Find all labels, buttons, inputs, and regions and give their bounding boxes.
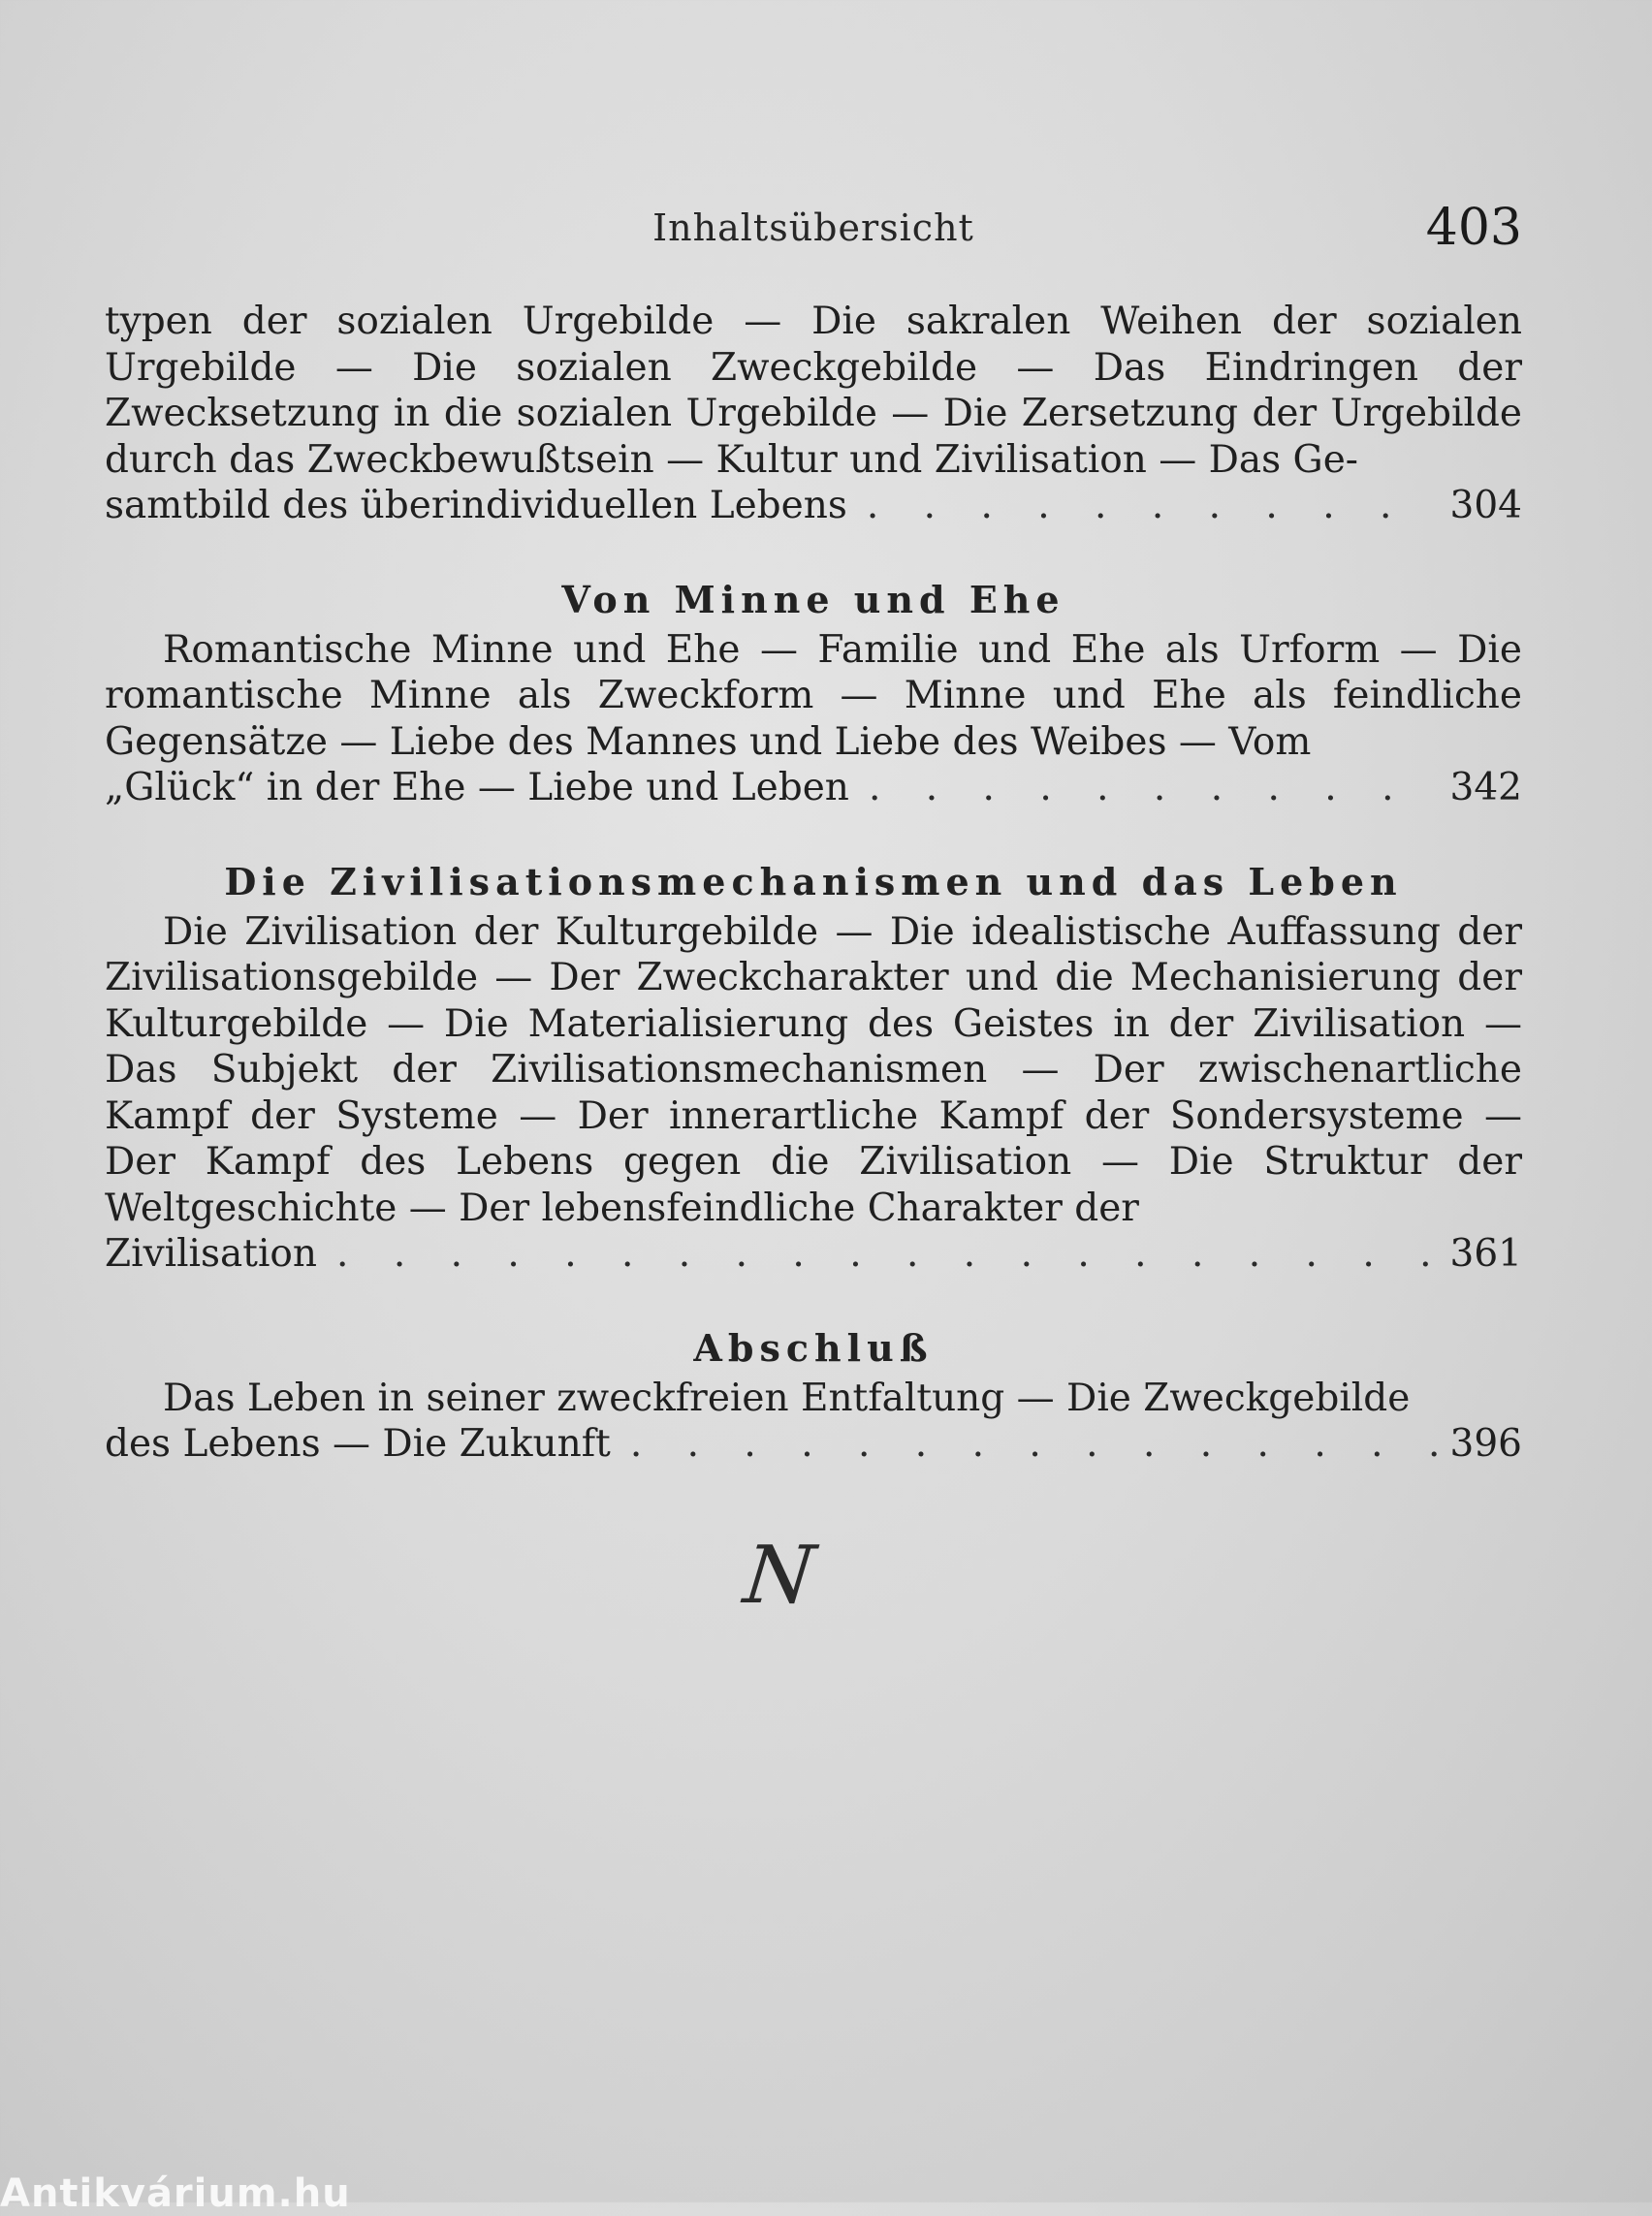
toc-entry-last-text: „Glück“ in der Ehe — Liebe und Leben <box>105 766 849 809</box>
toc-entry-description: Romantische Minne und Ehe — Familie und Ehe als Urform — Die romantische Minne als Zweckform — Minne und Ehe als feindliche Gegensätze — Liebe des Mannes und Liebe des Weibes — Vom <box>105 627 1522 764</box>
toc-entry-last-line <box>105 765 1522 811</box>
running-head-title: Inhaltsübersicht <box>652 206 974 249</box>
toc-entry-last-line <box>105 1421 1522 1468</box>
running-head <box>105 199 1522 257</box>
toc-entry-last-line <box>105 483 1522 529</box>
watermark: Antikvárium.hu <box>0 2171 351 2216</box>
toc-entry-description: Die Zivilisation der Kulturgebilde — Die idealistische Auffassung der Zivilisationsgebilde — Der Zweckcharakter und die Mechanisierung der Kulturgebilde — Die Materialisierung des Geistes in der Zivilisation — Das Subjekt der Zivilisationsmechanismen — Der zwischenartliche Kampf der Systeme — Der innerartliche Kampf der Sondersysteme — Der Kampf des Lebens gegen die Zivilisation — Die Struktur der Weltgeschichte — Der lebensfeindliche Charakter der <box>105 909 1522 1230</box>
toc-entry <box>105 854 1522 1278</box>
toc-entry-last-text: Zivilisation <box>105 1232 318 1276</box>
toc-entry <box>105 299 1522 529</box>
toc-body <box>105 299 1522 1468</box>
toc-entry-page: 361 <box>1449 1232 1522 1276</box>
toc-entry-last-text: des Lebens — Die Zukunft <box>105 1422 611 1466</box>
toc-entry-page: 304 <box>1449 484 1522 527</box>
toc-entry-description: typen der sozialen Urgebilde — Die sakralen Weihen der sozialen Urgebilde — Die sozialen Zweckgebilde — Das Eindringen der Zwecksetzung in die sozialen Urgebilde — Die Zersetzung der Urgebilde durch das Zweckbewußtsein — Kultur und Zivilisation — Das Ge- <box>105 300 1522 482</box>
dot-leader <box>867 483 1437 529</box>
dot-leader <box>630 1421 1437 1468</box>
dot-leader <box>336 1231 1437 1278</box>
toc-entry-description: Das Leben in seiner zweckfreien Entfaltung — Die Zweckgebilde <box>163 1376 1411 1420</box>
toc-entry <box>105 572 1522 811</box>
toc-entry-page: 342 <box>1449 766 1522 809</box>
section-title: Von Minne und Ehe <box>561 577 1065 621</box>
toc-entry-last-text: samtbild des überindividuellen Lebens <box>105 484 847 527</box>
signature-mark: N <box>740 1530 819 1622</box>
toc-entry-page: 396 <box>1449 1422 1522 1466</box>
toc-entry <box>105 1320 1522 1468</box>
section-title: Abschluß <box>693 1325 934 1370</box>
dot-leader <box>869 765 1437 811</box>
toc-entry-last-line <box>105 1231 1522 1278</box>
page-number: 403 <box>1425 199 1522 257</box>
book-page <box>105 0 1522 2202</box>
section-title: Die Zivilisationsmechanismen und das Leben <box>224 859 1403 903</box>
